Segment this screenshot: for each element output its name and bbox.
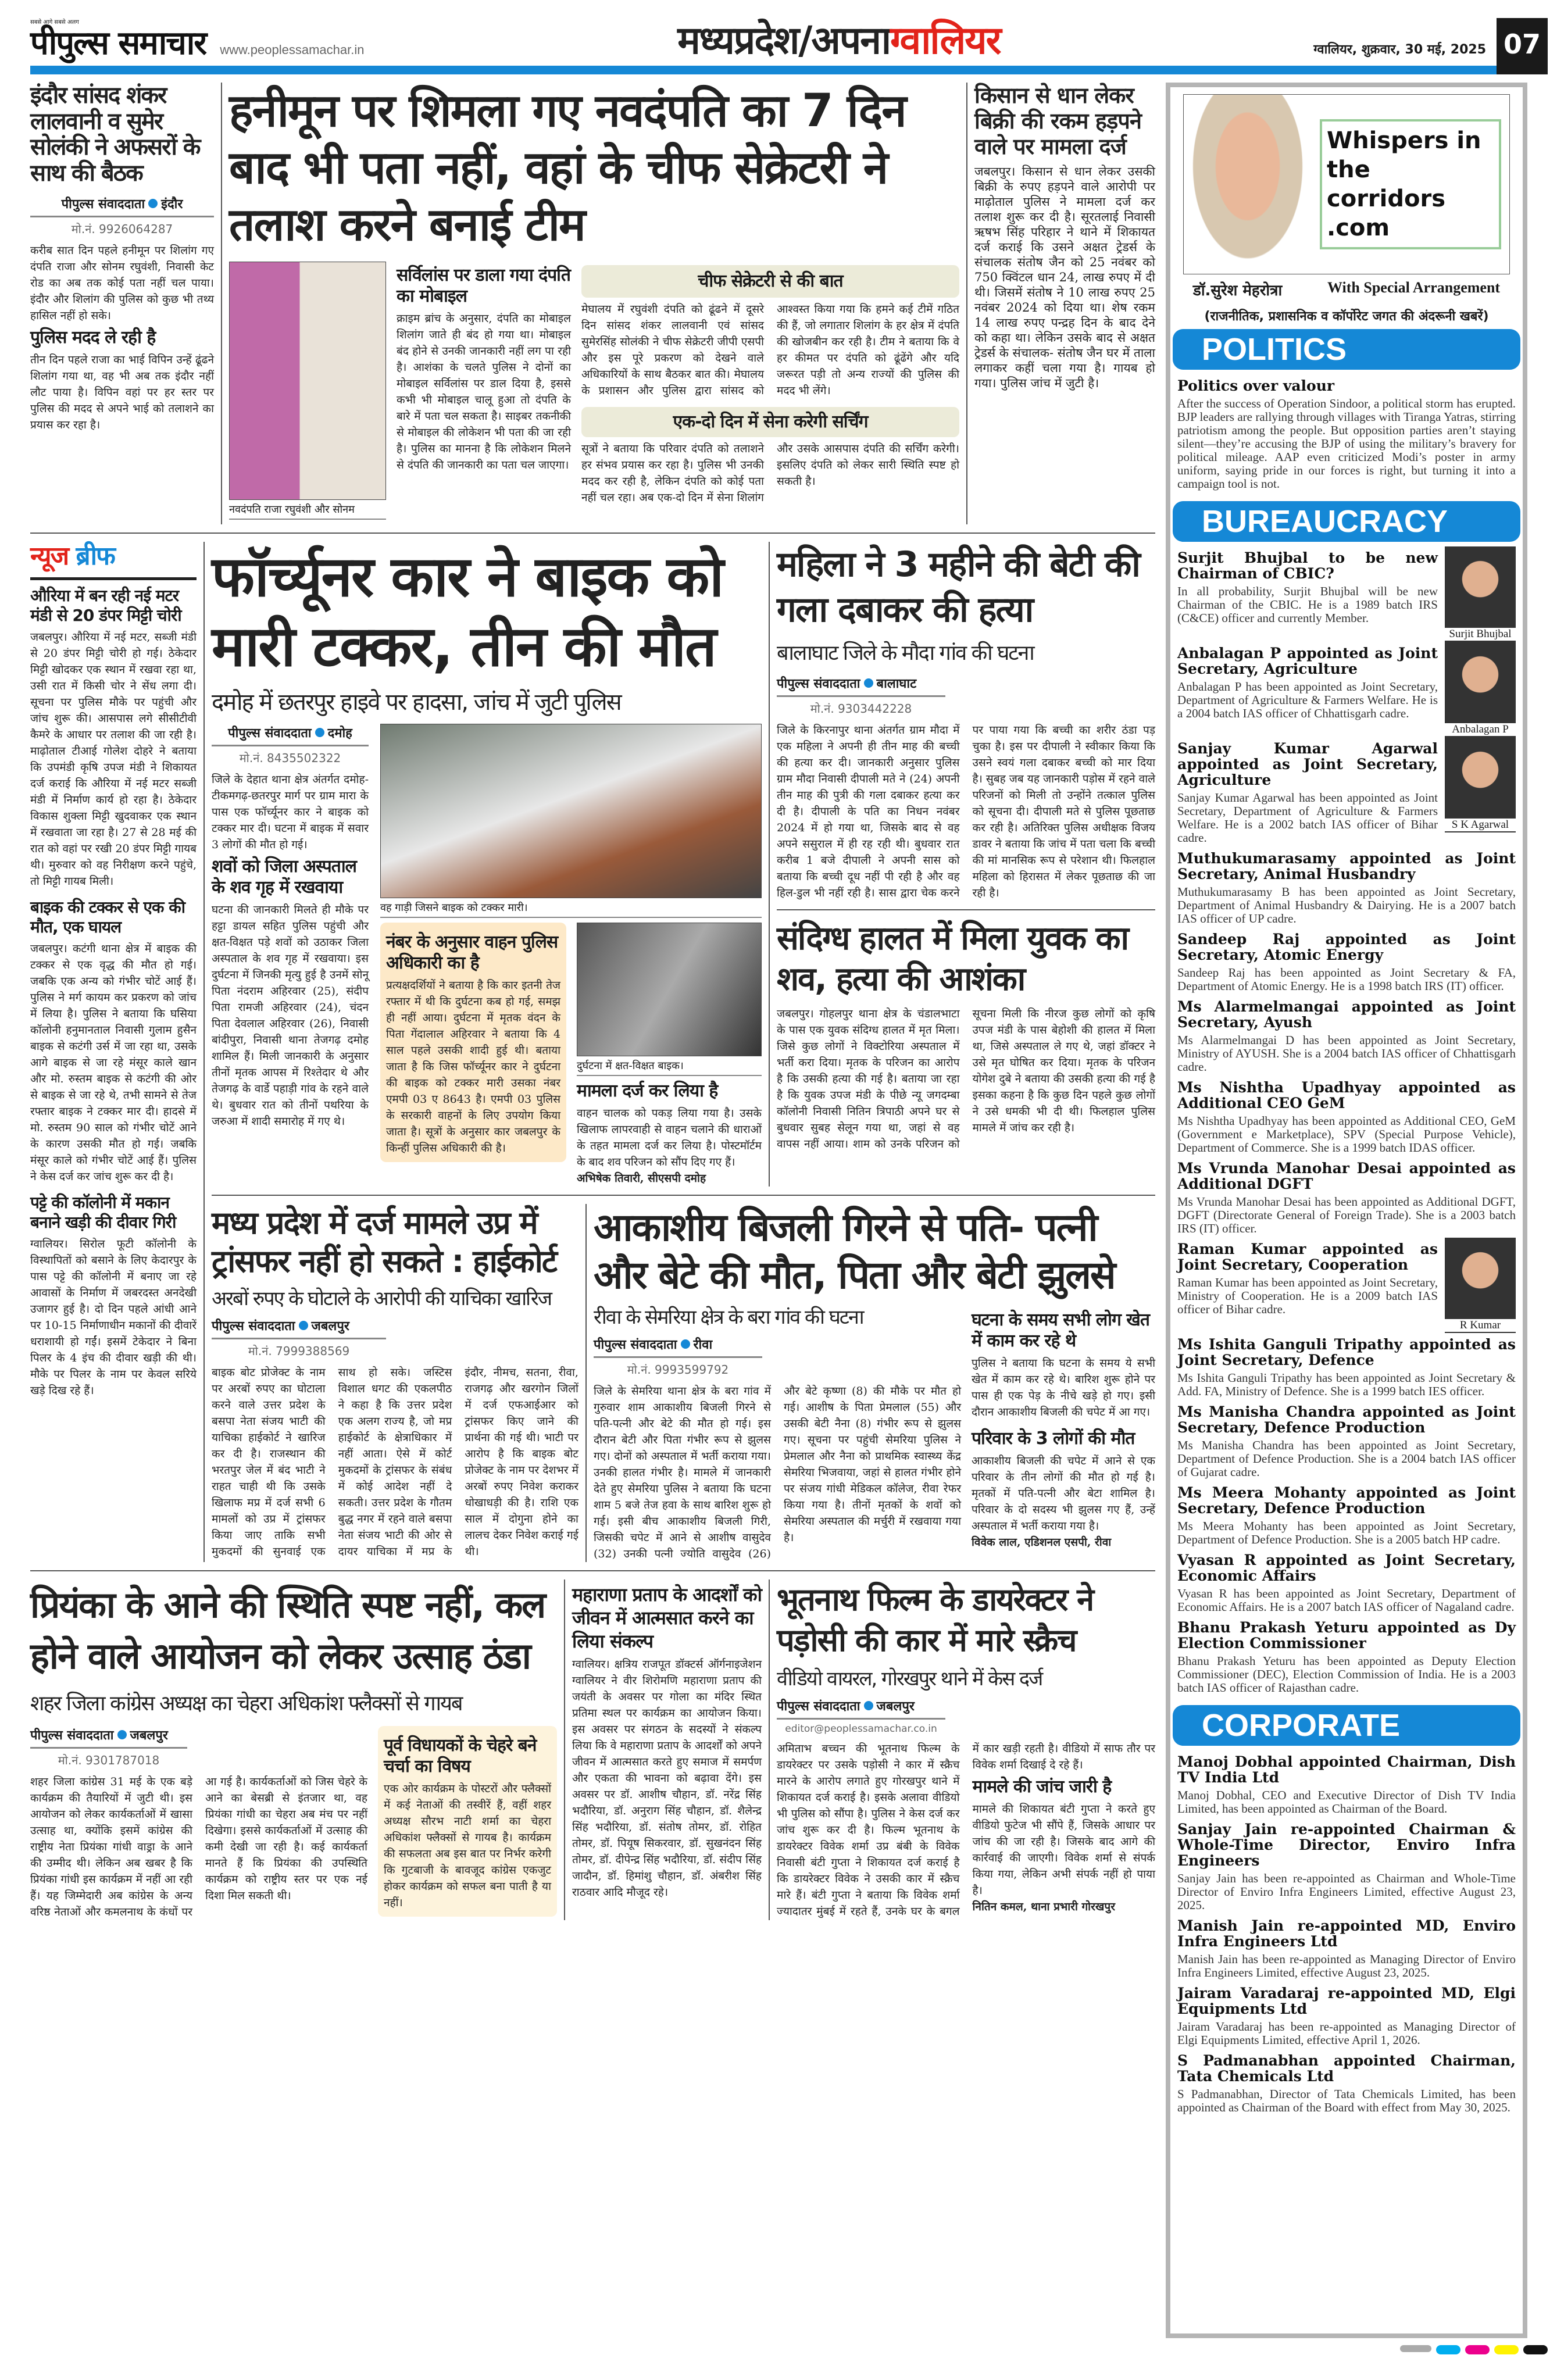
story-body: क्राइम ब्रांच के अनुसार, दंपति का मोबाइल शिलांग जाते ही बंद हो गया था। मोबाइल बंद होने से उनकी जानकारी नहीं लग पा रही है। आशंका के चलते पुलिस ने दोनों का मोबाइल सर्विलांस पर डाल दिया है, इससे कभी भी मोबाइल चालू हुआ तो दंपति के बारे में पता चल सकता है। साइबर तकनीकी से मोबाइल की लोकेशन भी पता की जा रही है। पुलिस का मानना है कि लोकेशन मिलने से दंपति की जानकारी का पता चल जाएगा।: [397, 312, 571, 471]
dot-icon: [148, 199, 158, 208]
story-body: तीन दिन पहले राजा का भाई विपिन उन्हें ढूंढने शिलांग गया था, वह भी अब तक इंदौर नहीं लौट पाया है। विपिन वहां पर हर स्तर पर पुलिस की मदद से अपने भाई को तलाशने का प्रयास कर रहा है।: [30, 353, 214, 431]
profile-photo: [1445, 737, 1516, 832]
section-title-gwalior: ग्वालियर: [890, 17, 1001, 63]
honeymoon-columns: [229, 262, 959, 524]
byline-name: पीपुल्स संवाददाता: [228, 726, 312, 741]
story-kisan: [974, 83, 1155, 391]
item-headline: Ms Meera Mohanty appointed as Joint Secretary, Defence Production: [1177, 1484, 1516, 1517]
story-honeymoon: [229, 83, 967, 524]
profile-photo: [1445, 642, 1516, 737]
item-body: Ms Manisha Chandra has been appointed as Joint Secretary, Department of Defence Production. She is a 2004 batch IAS officer of Gujarat cadre.: [1177, 1438, 1516, 1479]
story-body: करीब सात दिन पहले हनीमून पर शिलांग गए दंपति राजा और सोनम रघुवंशी, निवासी केट रोड का अब तक कोई पता नहीं चल पाया। इंदौर और शिलांग की पुलिस को कुछ भी तथ्य हासिल नहीं हो सके।: [30, 244, 214, 322]
item-headline: S Padmanabhan appointed Chairman, Tata Chemicals Ltd: [1177, 2052, 1516, 2085]
brief-headline: पट्टे की कॉलोनी में मकान बनाने खड़ी की दीवार गिरी: [30, 1192, 176, 1232]
item-headline: Vyasan R appointed as Joint Secretary, Economic Affairs: [1177, 1551, 1516, 1584]
box-body: सूत्रों ने बताया कि परिवार दंपति को तलाशने हर संभव प्रयास कर रहा है। पुलिस भी उनकी मदद कर रही है, लेकिन दंपति को कोई पता नहीं चल रहा। अब एक-दो दिन में सेना शिलांग और उसके आसपास दंपति की सर्चिंग करेगी। इसलिए दंपति को लेकर सारी स्थिति स्पष्ट हो सकती है।: [581, 442, 959, 504]
brief-headline: औरिया में बन रही नई मटर मंडी से 20 डंपर मिट्टी चोरी: [30, 585, 181, 625]
fortuner-columns: [212, 724, 762, 1187]
column-tagline: (राजनीतिक, प्रशासनिक व कॉर्पोरेट जगत की अंदरूनी खबरें): [1204, 309, 1489, 324]
item-headline: Muthukumarasamy appointed as Joint Secretary, Animal Husbandry: [1177, 849, 1516, 882]
byline-name: पीपुल्स संवाददाता: [777, 1699, 860, 1714]
news-item: [1170, 1238, 1523, 1333]
photo-caption: दुर्घटना में क्षत-विक्षत बाइक।: [577, 1056, 762, 1076]
columnist-name: डॉ.सुरेश मेहरोत्रा: [1192, 281, 1283, 299]
photo-caption: R Kumar: [1445, 1319, 1516, 1333]
main-headline: हनीमून पर शिमला गए नवदंपति का 7 दिन बाद भी पता नहीं, वहां के चीफ सेक्रेटरी ने तलाश करने बनाई टीम: [229, 84, 906, 251]
newspaper-logo: पीपुल्स समाचार: [30, 24, 206, 62]
box-title: पूर्व विधायकों के चेहरे बने चर्चा का विषय: [384, 1735, 537, 1777]
story-body: जिले के किरनापुर थाना अंतर्गत ग्राम मौदा में एक महिला ने अपनी ही तीन माह की बच्ची की हत्या कर दी। जानकारी अनुसार पुलिस ग्राम मौदा निवासी दीपाली मते ने (24) अपनी तीन माह की पुत्री की गला दबाकर हत्या कर दी है। दीपाली के पति का निधन नवंबर 2024 में हो गया था, जिसके बाद से वह अपने ससुराल में ही रह रही थी। बुधवार रात करीब 1 बजे दीपाली ने अपनी सास को बताया कि बच्ची दूध नहीं पी रही है और वह हिल-डुल भी नहीं रही है। सास द्वारा चेक करने पर पाया गया कि बच्ची का शरीर ठंडा पड़ चुका है। इस पर दीपाली ने स्वीकार किया कि उसने स्वयं गला दबाकर बच्ची को मार दिया है। सुबह जब यह जानकारी पड़ोस में रहने वाले परिजनों को मिली तो उन्होंने तत्काल पुलिस को सूचना दी। दीपाली मते से पुलिस पूछताछ कर रही है। अतिरिक्त पुलिस अधीक्षक विजय डावर ने बताया कि जांच में पता चला कि बच्ची की मां मानसिक रूप से परेशान थी। फिलहाल महिला को हिरासत में लेकर पूछताछ की जा रही है।: [777, 724, 1155, 900]
phone: मो.नं. 8435502322: [239, 751, 341, 765]
byline-city: रीवा: [693, 1337, 713, 1352]
story-body: जिले के सेमरिया थाना क्षेत्र के बरा गांव में गुरुवार शाम आकाशीय बिजली गिरने से पति-पत्नी और बेटे की मौत हो गई। इस दौरान बेटी और पिता गंभीर रूप से झुलस गए। दोनों को अस्पताल में भर्ती कराया गया। उनकी हालत गंभीर है। मामले में जानकारी देते हुए सेमरिया पुलिस ने बताया कि घटना शाम 5 बजे तेज हवा के साथ बारिश शुरू हो गई। इसी बीच आकाशीय बिजली गिरी, जिसकी चपेट में आने से आशीष वासुदेव (32) उनकी पत्नी ज्योति वासुदेव (26) और बेटे कृष्णा (8) की मौके पर मौत हो गई। आशीष के पिता प्रेमलाल (55) और उसकी बेटी नैना (8) गंभीर रूप से झुलस गए। सूचना पर पहुंची सेमरिया पुलिस ने प्रेमलाल और नैना को प्राथमिक स्वास्थ्य केंद्र सेमरिया भिजवाया, जहां से हालत गंभीर होने पर संजय गांधी मेडिकल कॉलेज, रीवा रेफर किया गया है। तीनों मृतकों के शवों को सेमरिया अस्पताल की मर्चुरी में रखवाया गया है।: [594, 1384, 961, 1560]
story-body: जबलपुर। किसान से धान लेकर उसकी बिक्री के रुपए हड़पने वाले आरोपी पर माढ़ोताल पुलिस ने मामला दर्ज कर तलाश शुरू कर दी है। सूरतलाई निवासी ऋषभ सिंह परिहार ने थाने में शिकायत दर्ज कराई कि उसने अक्षत ट्रेडर्स के संचालक संतोष जैन को 25 नवंबर को 750 क्विंटल धान 24, लाख रुपए में दी थी। जिसमें संतोष ने 10 लाख रुपए 25 नवंबर 2024 को दिया था। शेष रकम 14 लाख रुपए पन्द्रह दिन के बाद देने को कहा था। लेकिन उसके बाद से अक्षत ट्रेडर्स के संचालक- संतोष जैन घर में ताला लगाकर कहीं चला गया है। गायब हो गया। पुलिस जांच में जुटी है।: [974, 164, 1155, 390]
email-link[interactable]: editor@peoplessamachar.co.in: [785, 1723, 937, 1735]
item-headline: Sandeep Raj appointed as Joint Secretary, Atomic Energy: [1177, 930, 1516, 963]
magenta-mark: [1465, 2345, 1490, 2354]
story-body: पुलिस ने बताया कि घटना के समय ये सभी खेत में काम कर रहे थे। बारिश शुरू होने पर पास ही एक पेड़ के नीचे खड़े हो गए। इसी दौरान आकाशीय बिजली की चपेट में आ गए।: [972, 1356, 1155, 1418]
item-body: Manish Jain has been re-appointed as Managing Director of Enviro Infra Engineers Limited, effective August 23, 2025.: [1177, 1952, 1516, 1979]
story-body: शहर जिला कांग्रेस 31 मई के एक बड़े कार्यक्रम की तैयारियों में जुटी थी। इस आयोजन को लेकर कार्यकर्ताओं में खासा उत्साह था, क्योंकि इसमें कांग्रेस की राष्ट्रीय नेता प्रियंका गांधी वाड्रा के आने की उम्मीद थी। लेकिन अब खबर है कि प्रियंका गांधी इस कार्यक्रम में नहीं आ रही हैं। यह जिम्मेदारी अब कांग्रेस के अन्य वरिष्ठ नेताओं और कमलनाथ के कंधों पर आ गई है। कार्यकर्ताओं को जिस चेहरे के आने का बेसब्री से इंतजार था, वह प्रियंका गांधी का चेहरा अब मंच पर नहीं दिखेगा। इससे कार्यकर्ताओं में उत्साह की कमी देखी जा रही है। कई कार्यकर्ता मानते हैं कि प्रियंका की उपस्थिति कार्यक्रम को राष्ट्रीय स्तर पर एक नई दिशा मिल सकती थी।: [30, 1775, 367, 1918]
gray-mark: [1400, 2345, 1431, 2352]
news-item: [1170, 1914, 1523, 1982]
news-item: [1170, 642, 1523, 737]
label-news: न्यूज: [30, 541, 69, 571]
lightning-columns: [594, 1306, 1155, 1562]
news-item: [1170, 1818, 1523, 1914]
byline-city: जबलपुर: [130, 1728, 168, 1743]
politics-list: [1170, 374, 1523, 493]
box-title: एक-दो दिन में सेना करेगी सर्चिंग: [581, 407, 959, 437]
dot-icon: [117, 1730, 127, 1739]
subhead: नंबर के अनुसार वाहन पुलिस अधिकारी का है: [386, 931, 558, 973]
portrait-image: [1445, 642, 1516, 723]
fortuner-left: [212, 724, 369, 1130]
story-bhootnath: [777, 1579, 1155, 1920]
dot-icon: [864, 678, 873, 688]
middle-lower: [212, 1204, 1155, 1562]
item-headline: Ms Vrunda Manohar Desai appointed as Additional DGFT: [1177, 1159, 1516, 1192]
photo-block: [229, 262, 386, 524]
item-body: Sanjay Jain has been re-appointed as Chairman and Whole-Time Director of Enviro Infra Engineers Limited, effective August 23, 2025.: [1177, 1871, 1516, 1912]
item-body: Vyasan R has been appointed as Joint Secretary, Department of Economic Affairs. He is a 2007 batch IAS officer of Nagaland cadre.: [1177, 1586, 1516, 1614]
headline: इंदौर सांसद शंकर लालवानी व सुमेर सोलंकी ने अफसरों के साथ की बैठक: [30, 81, 200, 187]
headline: महाराणा प्रताप के आदर्शों को जीवन में आत्मसात करने का लिया संकल्प: [572, 1583, 762, 1652]
middle-upper: [212, 542, 1155, 1196]
page-number: 07: [1497, 18, 1548, 74]
item-headline: Raman Kumar appointed as Joint Secretary, Cooperation: [1177, 1240, 1438, 1273]
byline-name: पीपुल्स संवाददाता: [594, 1337, 677, 1352]
byline: [594, 1335, 762, 1358]
item-headline: Ms Ishita Ganguli Tripathy appointed as Joint Secretary, Defence: [1177, 1335, 1516, 1368]
news-item: [1170, 1157, 1523, 1238]
byline-city: दमोह: [327, 726, 352, 741]
story-mahila: [777, 542, 1155, 910]
headline: आकाशीय बिजली गिरने से पति- पत्नी और बेटे की मौत, पिता और बेटी झुलसे: [594, 1205, 1115, 1298]
headline: महिला ने 3 महीने की बेटी की गला दबाकर की हत्या: [777, 544, 1140, 630]
subhead: पुलिस मदद ले रही है: [30, 327, 156, 348]
phone: मो.नं. 9993599792: [627, 1362, 729, 1377]
couple-photo: [229, 262, 386, 500]
brief-body: जबलपुर। कटंगी थाना क्षेत्र में बाइक की टक्कर से एक वृद्ध की मौत हो गई। जबकि एक अन्य को गंभीर चोटें आई हैं। पुलिस ने मर्ग कायम कर प्रकरण को जांच में लिया है। पुलिस ने बताया कि घसिया कॉलोनी हनुमानताल निवासी गुलाम हुसैन बाइक से कटंगी उर्स में जा रहा था, उसके आगे बाइक से जा रहे मंसूर काले खान और मो. रुस्तम बाइक से कटंगी की ओर से बाइक से जा रहे थे, तभी सामने से तेज रफ्तार बाइक ने टक्कर मार दी। हादसे में मो. रुस्तम 90 साल को गंभीर चोटें आने के कारण उसकी मौत हो गई। जबकि मंसूर काले को गंभीर चोटें आई हैं। पुलिस ने केस दर्ज कर जांच शुरू कर दी है।: [30, 942, 197, 1183]
bureaucracy-list: [1170, 546, 1523, 1697]
item-headline: Jairam Varadaraj re-appointed MD, Elgi Equipments Ltd: [1177, 1984, 1516, 2017]
quote-attribution: विवेक लाल, एडिशनल एसपी, रीवा: [972, 1535, 1112, 1549]
news-item: [1170, 546, 1523, 642]
profile-photo: [1445, 1238, 1516, 1333]
arrangement-note: With Special Arrangement: [1327, 278, 1501, 296]
quote-attribution: अभिषेक तिवारी, सीएसपी दमोह: [577, 1171, 706, 1185]
website-link[interactable]: www.peoplessamachar.in: [220, 42, 365, 57]
byline-name: पीपुल्स संवाददाता: [212, 1318, 295, 1334]
byline: [30, 1726, 187, 1749]
byline: [212, 724, 369, 746]
whispers-banner: [1183, 94, 1510, 274]
item-body: Sanjay Kumar Agarwal has been appointed as Joint Secretary, Department of Agriculture & Farmers Welfare. He is a 2002 batch IAS officer of Bihar cadre.: [1177, 790, 1438, 845]
corporate-list: [1170, 1750, 1523, 2117]
subhead: शहर जिला कांग्रेस अध्यक्ष का चेहरा अधिकांश फ्लैक्सों से गायब: [30, 1691, 462, 1716]
box-body: मेघालय में रघुवंशी दंपति को ढूंढने में दूसरे दिन सांसद शंकर लालवानी एवं सांसद सुमेरसिंह सोलंकी ने चीफ सेक्रेटरी जीपी एसपी और इस पूरे प्रकरण को देखने वाले अधिकारियों के साथ बैठकर बात की। मेघालय के प्रशासन और पुलिस द्वारा सांसद को आश्वस्त किया गया कि हमने कई टीमें गठित की हैं, जो लगातार शिलांग के हर क्षेत्र में दंपति की खोजबीन कर रही है। टीम ने बताया कि वे हर कीमत पर दंपति को ढूंढेंगे और यदि जरूरत पड़ी तो अन्य राज्यों की पुलिस की मदद भी लेंगे।: [581, 302, 959, 397]
subhead: दमोह में छतरपुर हाइवे पर हादसा, जांच में जुटी पुलिस: [212, 688, 621, 716]
subhead: मामला दर्ज कर लिया है: [577, 1080, 718, 1101]
ex-mla-box: [378, 1726, 557, 1917]
page-body: [30, 83, 1548, 2338]
logo-tagline: सबसे आगे सबसे अलग: [30, 19, 79, 26]
item-body: Manoj Dobhal, CEO and Executive Director of Dish TV India Limited, has been appointed as Chairman of the Board.: [1177, 1788, 1516, 1816]
item-body: In all probability, Surjit Bhujbal will be new Chairman of the CBIC. He is a 1989 batch IRS (C&CE) officer and currently Member.: [1177, 584, 1438, 625]
news-item: [1170, 374, 1523, 493]
dot-icon: [864, 1701, 873, 1710]
photo-caption: Anbalagan P: [1445, 723, 1516, 737]
story-body: अमिताभ बच्चन की भूतनाथ फिल्म के डायरेक्टर पर उसके पड़ोसी ने कार में स्क्रैच मारने के आरोप लगाते हुए गोरखपुर थाने में शिकायत दर्ज कराई है। इसके अलावा वीडियो भी पुलिस को सौंपा है। पुलिस ने केस दर्ज कर जांच शुरू कर दी है। फिल्म भूतनाथ के डायरेक्टर विवेक शर्मा उप्र बंबी के विवेक निवासी बंटी गुप्ता ने शिकायत दर्ज कराई है कि डायरेक्टर विवेक ने उसकी कार में स्क्रैच मारे हैं। बंटी गुप्ता ने बताया कि विवेक शर्मा ज्यादातर मुंबई में रहते हैं, उनके घर के बगल में कार खड़ी रहती है। वीडियो में साफ तौर पर विवेक शर्मा दिखाई दे रहे हैं।: [777, 1742, 1155, 1918]
item-body: Anbalagan P has been appointed as Joint Secretary, Department of Agriculture & Farmers Welfare. He is a 2004 batch IAS officer of Chhattisgarh cadre.: [1177, 679, 1438, 720]
headline: भूतनाथ फिल्म के डायरेक्टर ने पड़ोसी की कार में मारे स्क्रैच: [777, 1581, 1094, 1659]
headline: मध्य प्रदेश में दर्ज मामले उप्र में ट्रांसफर नहीं हो सकते : हाईकोर्ट: [212, 1204, 556, 1280]
headline: प्रियंका के आने की स्थिति स्पष्ट नहीं, कल होने वाले आयोजन को लेकर उत्साह ठंडा: [30, 1583, 545, 1677]
item-body: Ms Alarmelmangai D has been appointed as Joint Secretary, Ministry of AYUSH. She is a 2004 batch IAS officer of Chhattisgarh cadre.: [1177, 1032, 1516, 1074]
brief-item: [30, 586, 197, 889]
item-body: Ms Ishita Ganguli Tripathy has been appointed as Joint Secretary & Add. FA, Ministry of Defence. She is a 1999 batch IES officer.: [1177, 1370, 1516, 1398]
story-fortuner: [212, 542, 770, 1187]
photo-caption: Surjit Bhujbal: [1445, 628, 1516, 642]
story-indore: [30, 83, 222, 524]
brief-body: जबलपुर। औरिया में नई मटर, सब्जी मंडी से 20 डंपर मिट्टी चोरी हो गई। ठेकेदार मिट्टी खोदकर एक स्थान में रखवा रहा था, उसी रात में किसी चोर ने सेंध लगा दी। सूचना पर पुलिस मौके पर पहुंची और जांच शुरू की। आसपास लगे सीसीटीवी कैमरे के आधार पर तलाश की जा रही है। माढ़ोताल टीआई गोलेश दोहरे ने बताया कि उपमंडी कृषि उपज मंडी ने शिकायत दर्ज कराई कि औरिया में नई मटर सब्जी मंडी में निर्माण कार्य हो रहा है। ठेकेदार विकास शुक्ला मिट्टी खुदवाकर एक स्थान में रखवाता जा रहा है। 27 से 28 मई की रात को वहां पर रखी 20 डंपर मिट्टी गायब थी। मुरुवार को वह निरीक्षण करने पहुंचे, तो मिट्टी गायब मिली।: [30, 630, 197, 888]
news-item: [1170, 1549, 1523, 1616]
item-body: Bhanu Prakash Yeturu has been appointed as Deputy Election Commissioner (DEC), Election Commission of India. He is a 2003 batch IAS officer of Rajasthan cadre.: [1177, 1653, 1516, 1695]
yellow-mark: [1494, 2345, 1519, 2354]
subhead: घटना के समय सभी लोग खेत में काम कर रहे थे: [972, 1309, 1149, 1351]
item-headline: Surjit Bhujbal to be new Chairman of CBIC?: [1177, 549, 1438, 582]
news-item: [1170, 1481, 1523, 1549]
item-body: S Padmanabhan, Director of Tata Chemicals Limited, has been appointed as Chairman of the Board with effect from May 30, 2025.: [1177, 2086, 1516, 2114]
box-body: एक ओर कार्यक्रम के पोस्टरों और फ्लैक्सों में कई नेताओं की तस्वीरें हैं, वहीं शहर अध्यक्ष सौरभ नाटी शर्मा का चेहरा अधिकांश फ्लैक्सों से गायब है। कार्यक्रम की सफलता अब इस बात पर निर्भर करेगी कि गुटबाजी के बावजूद कांग्रेस एकजुट होकर कार्यक्रम को सफल बना पाती है या नहीं।: [384, 1782, 551, 1909]
label-brief: ब्रीफ: [76, 541, 115, 571]
right-stack: [777, 542, 1155, 1152]
news-brief: [30, 542, 205, 1562]
headline: किसान से धान लेकर बिक्री की रकम हड़पने वाले पर मामला दर्ज: [974, 82, 1141, 159]
color-registration-marks: [30, 2345, 1548, 2354]
story-sandigdh: [777, 919, 1155, 1152]
story-body: जिले के देहात थाना क्षेत्र अंतर्गत दमोह- टीकमगढ़-छतरपुर मार्ग पर ग्राम मारा के पास एक फॉर्च्यूनर कार ने बाइक को टक्कर मार दी। घटना में बाइक में सवार 3 लोगों की मौत हो गई।: [212, 773, 369, 851]
quote-attribution: नितिन कमल, थाना प्रभारी गोरखपुर: [972, 1900, 1115, 1913]
byline: [777, 1697, 945, 1720]
photo-caption: वह गाड़ी जिसने बाइक को टक्कर मारी।: [380, 898, 762, 918]
story-body: जबलपुर। गोहलपुर थाना क्षेत्र के चंडालभाटा के पास एक युवक संदिग्ध हालत में मृत मिला। जिसे कुछ लोगों ने विक्टोरिया अस्पताल में भर्ती करा दिया। मृतक के परिजन का आरोप है कि उसकी हत्या की गई है। बताया जा रहा है कि युवक उपज मंडी के पीछे न्यू जगदम्बा कॉलोनी निवासी नितिन त्रिपाठी अपने घर से बुधवार सुबह सेलून गया था, जहां से वह वापस नहीं आया। शाम को उनके परिजन को सूचना मिली कि नीरज कुछ लोगों को कृषि उपज मंडी के पास बेहोशी की हालत में मिला था, जिसे अस्पताल ले गए थे, जहां डॉक्टर ने उसे मृत घोषित कर दिया। मृतक के परिजन योगेश दुबे ने बताया की उसकी हत्या की गई है इसका कहना है कि कुछ दिन पहले कुछ लोगों ने उसे धमकी भी दी थी। फिलहाल पुलिस मामले में जांच कर रही है।: [777, 1007, 1155, 1151]
story-maharana: [572, 1579, 770, 1920]
byline-name: पीपुल्स संवाददाता: [30, 1728, 114, 1743]
item-headline: Ms Alarmelmangai appointed as Joint Secretary, Ayush: [1177, 998, 1516, 1031]
phone: मो.नं. 9303442228: [810, 702, 912, 716]
news-item: [1170, 1076, 1523, 1157]
item-headline: Ms Manisha Chandra appointed as Joint Secretary, Defence Production: [1177, 1403, 1516, 1436]
news-item: [1170, 1982, 1523, 2049]
section-title: [677, 19, 1000, 62]
byline: [30, 195, 214, 217]
byline-city: बालाघाट: [876, 677, 917, 692]
top-row: [30, 83, 1155, 534]
item-body: Ms Meera Mohanty has been appointed as Joint Secretary, Department of Defence Production. She is a 2005 batch HP cadre.: [1177, 1518, 1516, 1546]
headline: संदिग्ध हालत में मिला युवक का शव, हत्या की आशंका: [777, 920, 1128, 999]
portrait-image: [1445, 737, 1516, 819]
story-columns: [777, 1741, 1155, 1920]
bike-photo: [577, 923, 762, 1056]
news-item: [1170, 847, 1523, 928]
item-headline: Bhanu Prakash Yeturu appointed as Dy Election Commissioner: [1177, 1618, 1516, 1652]
surveillance-section: [397, 262, 571, 473]
byline: [212, 1317, 386, 1339]
phone: मो.नं. 9926064287: [71, 221, 173, 236]
bottom-row: [30, 1579, 1155, 1920]
subhead: वीडियो वायरल, गोरखपुर थाने में केस दर्ज: [777, 1667, 1042, 1691]
section-bureaucracy: BUREAUCRACY: [1173, 501, 1520, 542]
whispers-column: [1166, 83, 1527, 2338]
item-body: Sandeep Raj has been appointed as Joint Secretary & FA, Department of Atomic Energy. He is a 1998 batch IRS (IT) officer.: [1177, 965, 1516, 993]
brief-body: ग्वालियर। सिरोल फूटी कॉलोनी के विस्थापितों को बसाने के लिए केदारपुर के पास पट्टे की कॉलोनी में बनाए जा रहे आवासों के निर्माण में जबरदस्त अनदेखी उजागर हुई है। दो दिन पहले आंधी आने पर 10-15 निर्माणाधीन मकानों की दीवारें धराशायी हो गईं। इसमें टेकेदार ने बिना पिलर के 4 इंच की दीवार खड़ी की थी। मौके पर पिलर के नाम पर केवल सरिये खड़े दिख रहे हैं।: [30, 1237, 197, 1397]
item-body: After the success of Operation Sindoor, a political storm has erupted. BJP leaders are rallying through villages with Tiranga Yatras, stirring patriotism among the people. But opposition parties aren’t staying silent—they’re accusing the BJP of using the military’s bravery for political mileage. AAP even criticized Modi’s poster in army uniform, saying pride in our forces is right, but turning it into a campaign tool is not.: [1177, 396, 1516, 491]
news-item: [1170, 995, 1523, 1076]
byline-city: इंदौर: [161, 196, 183, 212]
brief-item: [30, 898, 197, 1185]
dot-icon: [681, 1339, 690, 1349]
dot-icon: [299, 1321, 308, 1330]
black-mark: [1523, 2345, 1548, 2354]
byline-city: जबलपुर: [311, 1318, 349, 1334]
news-item: [1170, 1750, 1523, 1818]
cyan-mark: [1436, 2345, 1460, 2354]
box-title: चीफ सेक्रेटरी से की बात: [581, 265, 959, 298]
quote-body: आकाशीय बिजली की चपेट में आने से एक परिवार के तीन लोगों की मौत हो गई है। मृतकों में पति-पत्नी और बेटा शामिल है। परिवार के दो सदस्य भी झुलस गए हैं, उन्हें अस्पताल में भर्ती कराया गया है।: [972, 1454, 1155, 1532]
item-body: Muthukumarasamy B has been appointed as Joint Secretary, Department of Animal Husbandry & Dairying. He is a 2007 batch IAS officer of UP cadre.: [1177, 884, 1516, 925]
police-vehicle-box: [380, 923, 566, 1162]
story-body: बाइक बोट प्रोजेक्ट के नाम पर अरबों रुपए का घोटाला करने वाले उत्तर प्रदेश के बसपा नेता संजय भाटी की याचिका हाईकोर्ट ने खारिज कर दी है। राजस्थान की भरतपुर जेल में बंद भाटी ने राहत चाही थी कि उसके खिलाफ मप्र में दर्ज सभी 6 मामलों को उप्र में ट्रांसफर किया जाए ताकि सभी मुकदमों की सुनवाई एक साथ हो सके। जस्टिस विशाल धगट की एकलपीठ ने कहा है कि उत्तर प्रदेश एक अलग राज्य है, जो मप्र हाईकोर्ट के क्षेत्राधिकार में नहीं आता। ऐसे में कोर्ट मुकदमों के ट्रांसफर के संबंध में कोई आदेश नहीं दे सकती। उत्तर प्रदेश के गौतम बुद्ध नगर में रहने वाले बसपा नेता संजय भाटी की ओर से दायर याचिका में मप्र के इंदौर, नीमच, सतना, रीवा, राजगढ़ और खरगोन जिलों में दर्ज एफआईआर को ट्रांसफर किए जाने की प्रार्थना की गई थी। भाटी पर आरोप है कि बाइक बोट प्रोजेक्ट के नाम पर देशभर में अरबों रुपए निवेश कराकर धोखाधड़ी की है। राशि एक साल में दोगुना होने का लालच देकर निवेश कराई गई थी।: [212, 1366, 578, 1558]
photo-caption: नवदंपति राजा रघुवंशी और सोनम: [229, 500, 386, 520]
subhead: शवों को जिला अस्पताल के शव गृह में रखवाया: [212, 856, 356, 898]
item-headline: Manoj Dobhal appointed Chairman, Dish TV India Ltd: [1177, 1753, 1516, 1786]
subhead: बालाघाट जिले के मौदा गांव की घटना: [777, 641, 1034, 665]
columnist-photo: [1184, 95, 1312, 274]
profile-photo: [1445, 546, 1516, 642]
story-body: घटना की जानकारी मिलते ही मौके पर हट्टा डायल सहित पुलिस पहुंची और क्षत-विक्षत पड़े शवों को उठाकर जिला अस्पताल के शव गृह में रखवाया। इस दुर्घटना में जिनकी मृत्यु हुई है उनमें सोनू पिता नंदराम अहिरवार (25), संदीप पिता रामजी अहिरवार (24), चंदन पिता देवलाल अहिरवार (26), निवासी बांदीपुरा, निवासी थाना तेजगढ़ दमोह शामिल हैं। मिली जानकारी के अनुसार तीनों मृतक आपस में रिश्तेदार थे और तेजगढ़ के वार्डे पहाड़ी गांव के रहने वाले थे। बुधवार रात को तीनों पथरिया के जरुआ में शादी समारोह में गए थे।: [212, 903, 369, 1128]
brief-list: [30, 586, 197, 1399]
subhead: रीवा के सेमरिया क्षेत्र के बरा गांव की घटना: [594, 1305, 863, 1329]
section-corporate: CORPORATE: [1173, 1705, 1520, 1746]
phone: मो.नं. 9301787018: [58, 1753, 160, 1767]
item-body: Ms Vrunda Manohar Desai has been appointed as Additional DGFT, DGFT (Directorate General of Foreign Trade). She is a 2003 batch IRS (IT) officer.: [1177, 1194, 1516, 1235]
news-area: [30, 83, 1155, 1920]
portrait-image: [1445, 1238, 1516, 1319]
item-body: Jairam Varadaraj has been re-appointed as Managing Director of Elgi Equipments Limited, effective April 1, 2026.: [1177, 2019, 1516, 2047]
news-item: [1170, 737, 1523, 847]
news-item: [1170, 1616, 1523, 1697]
section-title-mp: मध्यप्रदेश: [677, 17, 799, 63]
chief-secretary-box: [581, 262, 959, 506]
news-item: [1170, 928, 1523, 995]
news-item: [1170, 2049, 1523, 2117]
headline: फॉर्च्यूनर कार ने बाइक को मारी टक्कर, तीन की मौत: [212, 544, 723, 679]
quote-body: वाहन चालक को पकड़ लिया गया है। उसके खिलाफ लापरवाही से वाहन चलाने की धाराओं के तहत मामला दर्ज कर लिया है। पोस्टमॉर्टम के बाद शव परिजन को सौंप दिए गए हैं।: [577, 1106, 762, 1168]
banner-credits: [1170, 279, 1523, 300]
priyanka-columns: [30, 1726, 557, 1920]
byline-city: जबलपुर: [876, 1699, 915, 1714]
quote-body: मामले की शिकायत बंटी गुप्ता ने करते हुए वीडियो फुटेज भी सौंपे हैं, जिसके आधार पर जांच की जा रही है। जिसके बाद आगे की कार्रवाई की जाएगी। विवेक शर्मा से संपर्क किया गया, लेकिन अभी संपर्क नहीं हो पाया है।: [972, 1802, 1155, 1897]
section-title-apna: /अपना: [798, 17, 891, 63]
car-photo: [380, 724, 762, 898]
dot-icon: [315, 728, 324, 737]
item-headline: Ms Nishtha Upadhyay appointed as Additional CEO GeM: [1177, 1078, 1516, 1112]
fortuner-right: [380, 724, 762, 1187]
logo-block: [30, 17, 206, 62]
news-brief-label: [30, 542, 197, 580]
byline: [777, 674, 945, 697]
middle-stories: [212, 542, 1155, 1562]
brief-headline: बाइक की टक्कर से एक की मौत, एक घायल: [30, 897, 185, 937]
section-politics: POLITICS: [1173, 329, 1520, 370]
item-headline: Anbalagan P appointed as Joint Secretary, Agriculture: [1177, 644, 1438, 677]
brief-item: [30, 1193, 197, 1399]
dateline: ग्वालियर, शुक्रवार, 30 मई, 2025: [1313, 42, 1486, 57]
item-headline: Sanjay Jain re-appointed Chairman & Whole-Time Director, Enviro Infra Engineers: [1177, 1820, 1516, 1869]
story-priyanka: [30, 1579, 565, 1920]
item-body: Ms Nishtha Upadhyay has been appointed as Additional CEO, GeM (Government e Marketplace), SPV (Special Purpose Vehicle), Department of Commerce. She is a 1999 batch IDAS officer.: [1177, 1113, 1516, 1155]
news-item: [1170, 1333, 1523, 1400]
portrait-image: [1445, 546, 1516, 628]
item-headline: Politics over valour: [1177, 377, 1335, 394]
byline-name: पीपुल्स संवाददाता: [61, 196, 145, 212]
story-body: ग्वालियर। क्षत्रिय राजपूत डॉक्टर्स ऑर्गनाइजेशन ग्वालियर ने वीर शिरोमणि महाराणा प्रताप की जयंती के अवसर पर गोला का मंदिर स्थित प्रतिमा स्थल पर कार्यक्रम का आयोजन किया। इस अवसर पर संगठन के सदस्यों ने संकल्प लिया कि वे महाराणा प्रताप के आदर्शों को अपने जीवन में आत्मसात करते हुए समाज में समर्पण और एकता की भावना को बढ़ावा देंगे। इस अवसर पर डॉ. आशीष चौहान, डॉ. नरेंद्र सिंह भदौरिया, डॉ. अनुराग सिंह चौहान, डॉ. शैलेन्द्र सिंह भदौरिया, डॉ. संतोष तोमर, डॉ. रोहित तोमर, डॉ. पियूष सिकरवार, डॉ. सुखनंदन सिंह तोमर, डॉ. दीपेन्द्र सिंह भदौरिया, डॉ. संदीप सिंह जादौन, डॉ. हिमांशु चौहान, डॉ. अंबरीश सिंह राठवार आदि मौजूद रहे।: [572, 1657, 762, 1899]
masthead: [30, 17, 1548, 74]
phone: मो.नं. 7999388569: [248, 1343, 350, 1358]
photo-caption: S K Agarwal: [1445, 819, 1516, 832]
subhead: परिवार के 3 लोगों की मौत: [972, 1428, 1135, 1449]
whispers-logo: Whispers in the corridors .com: [1320, 119, 1501, 249]
byline-name: पीपुल्स संवाददाता: [777, 677, 860, 692]
story-lightning: [594, 1204, 1155, 1562]
subhead: अरबों रुपए के घोटाले के आरोपी की याचिका खारिज: [212, 1287, 552, 1310]
item-body: Raman Kumar has been appointed as Joint Secretary, Ministry of Cooperation. He is a 2009 batch IAS officer of Bihar cadre.: [1177, 1275, 1438, 1316]
item-headline: Sanjay Kumar Agarwal appointed as Joint Secretary, Agriculture: [1177, 739, 1438, 788]
middle-row: [30, 542, 1155, 1571]
item-headline: Manish Jain re-appointed MD, Enviro Infra Engineers Ltd: [1177, 1917, 1516, 1950]
news-item: [1170, 1400, 1523, 1481]
story-highcourt: [212, 1204, 587, 1562]
box-body: प्रत्यक्षदर्शियों ने बताया है कि कार इतनी तेज रफ्तार में थी कि दुर्घटना कब हो गई, समझ ही नहीं आया। दुर्घटना में मृतक वंदन के पिता गेंदालाल अहिरवार ने बताया कि 4 साल पहले उसकी शादी हुई थी। बताया जाता है कि जिस फॉर्च्यूनर कार ने दुर्घटना की बाइक को टक्कर मारी उसका नंबर एमपी 03 ए 8643 है। एमपी 03 पुलिस के सरकारी वाहनों के लिए उपयोग किया जाता है। सूत्रों के अनुसार कार जबलपुर के किन्हीं पुलिस अधिकारी की है।: [386, 978, 560, 1155]
subhead: सर्विलांस पर डाला गया दंपति का मोबाइल: [397, 265, 571, 306]
subhead: मामले की जांच जारी है: [972, 1776, 1112, 1797]
fortuner-sub-columns: [380, 923, 762, 1187]
